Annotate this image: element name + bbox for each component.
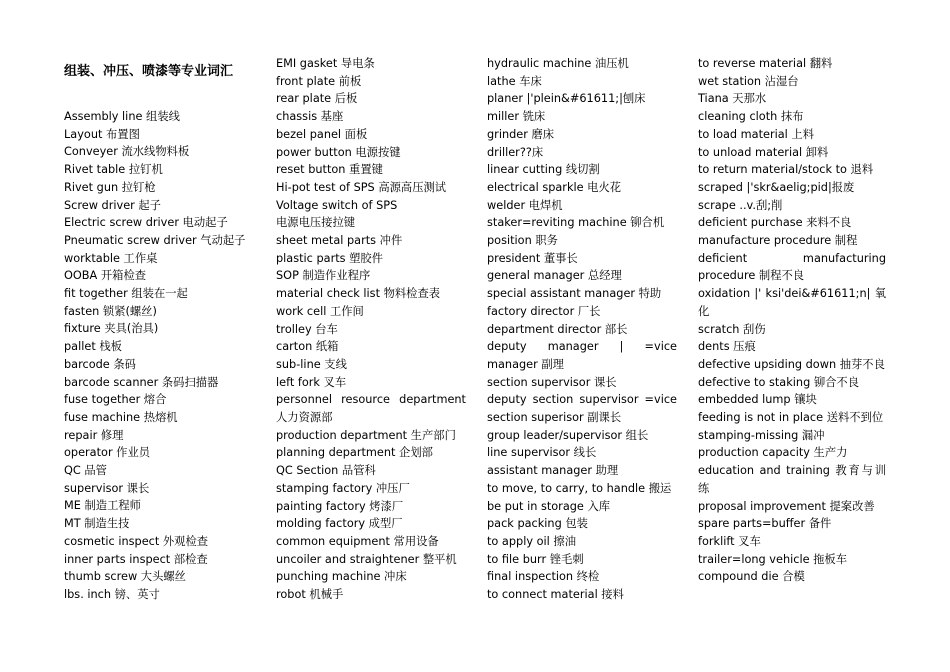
glossary-entry: trailer=long vehicle 拖板车	[698, 552, 848, 566]
glossary-entry: cosmetic inspect 外观检查	[64, 534, 209, 548]
glossary-entry: grinder 磨床	[487, 127, 555, 141]
glossary-entry: Pneumatic screw driver 气动起子	[64, 233, 246, 247]
glossary-entry: operator 作业员	[64, 446, 151, 460]
glossary-entry: molding factory 成型厂	[276, 517, 403, 531]
glossary-entry: common equipment 常用设备	[276, 534, 439, 548]
glossary-entry: material check list 物料检查表	[276, 287, 441, 301]
glossary-entry: MT 制造生技	[64, 517, 130, 531]
column-4	[698, 55, 886, 586]
glossary-entry: fit together 组装在一起	[64, 287, 188, 301]
glossary-entry: pallet 栈板	[64, 340, 122, 354]
glossary-entry: scrape ..v.刮;削	[698, 198, 783, 212]
glossary-entry: Assembly line 组装线	[64, 110, 180, 123]
glossary-entry: defective upsiding down 抽芽不良	[698, 357, 885, 371]
column-1-list	[64, 108, 254, 604]
glossary-entry: lathe 车床	[487, 74, 542, 88]
glossary-entry: deputy manager | =vice manager 副理	[487, 340, 677, 371]
glossary-entry: Rivet gun 拉钉枪	[64, 180, 156, 194]
glossary-entry: deficient purchase 来料不良	[698, 216, 852, 230]
glossary-entry: Conveyer 流水线物料板	[64, 145, 190, 159]
glossary-entry: assistant manager 助理	[487, 464, 619, 478]
glossary-entry: thumb screw 大头螺丝	[64, 570, 186, 584]
glossary-entry: stamping-missing 漏冲	[698, 428, 825, 442]
glossary-entry: supervisor 课长	[64, 481, 150, 495]
glossary-entry: 电源电压接拉键	[276, 216, 356, 230]
glossary-entry: deputy section supervisor =vice section superisor 副课长	[487, 393, 677, 425]
glossary-entry: Voltage switch of SPS	[276, 198, 398, 212]
glossary-entry: staker=reviting machine 铆合机	[487, 216, 665, 230]
glossary-entry: final inspection 终检	[487, 570, 600, 584]
glossary-entry: electrical sparkle 电火花	[487, 180, 622, 194]
glossary-entry: QC Section 品管科	[276, 464, 376, 478]
glossary-entry: barcode scanner 条码扫描器	[64, 375, 219, 389]
glossary-entry: left fork 叉车	[276, 375, 347, 389]
glossary-entry: to file burr 锉毛刺	[487, 552, 584, 566]
glossary-entry: special assistant manager 特助	[487, 287, 662, 301]
glossary-entry: production department 生产部门	[276, 428, 456, 442]
column-4-list	[698, 55, 886, 586]
glossary-entry: ME 制造工程师	[64, 499, 141, 513]
glossary-entry: work cell 工作间	[276, 304, 364, 318]
glossary-entry: dents 压痕	[698, 340, 756, 354]
glossary-entry: section supervisor 课长	[487, 375, 617, 389]
glossary-entry: lbs. inch 镑、英寸	[64, 587, 160, 601]
column-3	[487, 55, 677, 604]
glossary-entry: Tiana 天那水	[698, 92, 767, 106]
glossary-entry: OOBA 开箱检查	[64, 269, 147, 283]
glossary-entry: to unload material 卸料	[698, 145, 829, 159]
glossary-entry: punching machine 冲床	[276, 570, 407, 584]
glossary-entry: planer |'plein&#61611;|刨床	[487, 92, 646, 106]
glossary-entry: bezel panel 面板	[276, 127, 368, 141]
glossary-entry: fuse machine 热熔机	[64, 410, 178, 424]
glossary-entry: worktable 工作桌	[64, 251, 158, 265]
glossary-entry: scraped |'skr&aelig;pid|报废	[698, 180, 855, 194]
glossary-entry: president 董事长	[487, 251, 578, 265]
glossary-entry: factory director 厂长	[487, 304, 601, 318]
column-2-list	[276, 55, 466, 604]
glossary-entry: embedded lump 镶块	[698, 393, 817, 407]
glossary-entry: deficient manufacturing procedure 制程不良	[698, 251, 886, 283]
glossary-entry: defective to staking 铆合不良	[698, 375, 860, 389]
glossary-entry: Screw driver 起子	[64, 198, 161, 212]
glossary-entry: power button 电源按键	[276, 145, 401, 159]
glossary-entry: miller 铣床	[487, 110, 546, 124]
glossary-entry: carton 纸箱	[276, 340, 339, 354]
glossary-entry: to move, to carry, to handle 搬运	[487, 481, 672, 495]
glossary-entry: QC 品管	[64, 464, 107, 478]
glossary-entry: to load material 上料	[698, 127, 815, 141]
glossary-entry: education and training 教育与训练	[698, 464, 886, 495]
glossary-entry: forklift 叉车	[698, 534, 761, 548]
glossary-entry: production capacity 生产力	[698, 446, 848, 460]
glossary-entry: repair 修理	[64, 428, 124, 442]
glossary-entry: sheet metal parts 冲件	[276, 234, 403, 248]
glossary-entry: trolley 台车	[276, 322, 338, 336]
glossary-entry: personnel resource department 人力资源部	[276, 393, 466, 425]
column-2	[276, 55, 466, 604]
glossary-entry: to return material/stock to 退料	[698, 163, 874, 177]
glossary-entry: compound die 合模	[698, 570, 805, 584]
glossary-entry: wet station 沾湿台	[698, 74, 799, 88]
glossary-entry: manufacture procedure 制程	[698, 234, 858, 248]
glossary-entry: cleaning cloth 抹布	[698, 110, 804, 124]
glossary-entry: hydraulic machine 油压机	[487, 57, 629, 70]
glossary-entry: group leader/supervisor 组长	[487, 428, 649, 442]
glossary-entry: proposal improvement 提案改善	[698, 499, 875, 513]
glossary-entry: oxidation |' ksi'dei&#61611;n| 氧化	[698, 287, 886, 318]
glossary-entry: driller??床	[487, 145, 544, 159]
glossary-entry: rear plate 后板	[276, 92, 358, 106]
glossary-entry: Rivet table 拉钉机	[64, 163, 163, 177]
glossary-entry: position 职务	[487, 234, 558, 248]
column-3-list	[487, 55, 677, 604]
glossary-entry: fixture 夹具(治具)	[64, 322, 159, 336]
glossary-entry: Electric screw driver 电动起子	[64, 216, 228, 230]
glossary-entry: robot 机械手	[276, 588, 344, 602]
glossary-entry: reset button 重置键	[276, 163, 383, 177]
glossary-entry: Layout 布置图	[64, 127, 140, 141]
glossary-entry: scratch 刮伤	[698, 322, 766, 336]
glossary-entry: linear cutting 线切割	[487, 163, 600, 177]
glossary-entry: fuse together 熔合	[64, 393, 167, 407]
glossary-entry: uncoiler and straightener 整平机	[276, 552, 457, 566]
glossary-entry: plastic parts 塑胶件	[276, 251, 384, 265]
glossary-entry: general manager 总经理	[487, 269, 622, 283]
glossary-entry: planning department 企划部	[276, 446, 433, 460]
glossary-entry: EMI gasket 导电条	[276, 57, 375, 70]
glossary-entry: painting factory 烤漆厂	[276, 499, 404, 513]
column-1	[64, 62, 254, 604]
glossary-entry: fasten 锁紧(螺丝)	[64, 304, 157, 318]
glossary-entry: to apply oil 擦油	[487, 534, 576, 548]
glossary-entry: be put in storage 入库	[487, 499, 611, 513]
glossary-entry: department director 部长	[487, 322, 628, 336]
glossary-entry: sub-line 支线	[276, 357, 347, 371]
glossary-entry: front plate 前板	[276, 74, 362, 88]
glossary-entry: welder 电焊机	[487, 198, 563, 212]
glossary-entry: Hi-pot test of SPS 高源高压测试	[276, 180, 447, 194]
glossary-entry: stamping factory 冲压厂	[276, 481, 410, 495]
glossary-entry: barcode 条码	[64, 357, 136, 371]
glossary-entry: line supervisor 线长	[487, 446, 597, 460]
glossary-entry: inner parts inspect 部检查	[64, 552, 208, 566]
glossary-entry: SOP 制造作业程序	[276, 269, 371, 283]
glossary-entry: spare parts=buffer 备件	[698, 517, 832, 531]
glossary-entry: chassis 基座	[276, 110, 344, 124]
document-title: 组装、冲压、喷漆等专业词汇	[64, 64, 234, 79]
glossary-entry: pack packing 包装	[487, 517, 588, 531]
glossary-entry: feeding is not in place 送料不到位	[698, 411, 884, 425]
glossary-entry: to connect material 接料	[487, 588, 624, 602]
glossary-entry: to reverse material 翻料	[698, 57, 833, 70]
